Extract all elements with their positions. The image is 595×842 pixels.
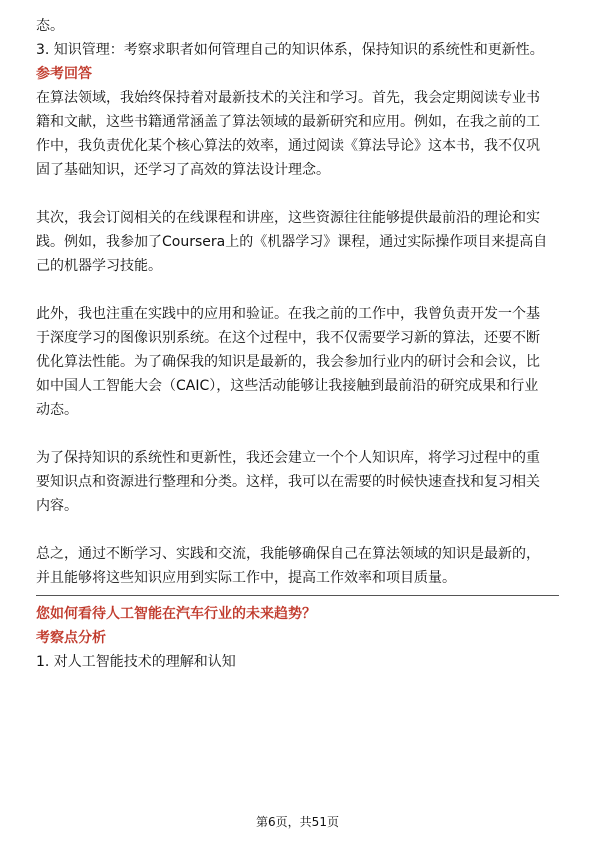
question-heading: 您如何看待人工智能在汽车行业的未来趋势？ [36, 606, 316, 622]
analysis-item-1: 1. 对人工智能技术的理解和认知 [36, 654, 236, 670]
page-number: 第6页，共51页 [256, 815, 339, 829]
criterion-item-3: 3. 知识管理：考察求职者如何管理自己的知识体系，保持知识的系统性和更新性。 [36, 42, 544, 58]
paragraph-gap [36, 182, 559, 206]
paragraph-line: 作中，我负责优化某个核心算法的效率，通过阅读《算法导论》这本书，我不仅巩 [36, 138, 540, 154]
paragraph-line: 为了保持知识的系统性和更新性，我还会建立一个个人知识库，将学习过程中的重 [36, 450, 540, 466]
answer-paragraph-2 [36, 206, 559, 278]
paragraph-line: 籍和文献，这些书籍通常涵盖了算法领域的最新研究和应用。例如，在我之前的工 [36, 114, 540, 130]
section-divider [36, 595, 559, 596]
paragraph-gap [36, 278, 559, 302]
paragraph-line: 此外，我也注重在实践中的应用和验证。在我之前的工作中，我曾负责开发一个基 [36, 306, 540, 322]
paragraph-gap [36, 422, 559, 446]
answer-paragraph-3 [36, 302, 559, 422]
paragraph-line: 己的机器学习技能。 [36, 258, 162, 274]
paragraph-line: 如中国人工智能大会（CAIC），这些活动能够让我接触到最前沿的研究成果和行业 [36, 378, 539, 394]
paragraph-line: 并且能够将这些知识应用到实际工作中，提高工作效率和项目质量。 [36, 570, 456, 586]
paragraph-line: 在算法领域，我始终保持着对最新技术的关注和学习。首先，我会定期阅读专业书 [36, 90, 540, 106]
paragraph-line: 动态。 [36, 402, 78, 418]
paragraph-line: 其次，我会订阅相关的在线课程和讲座，这些资源往往能够提供最前沿的理论和实 [36, 210, 540, 226]
reference-answer-heading: 参考回答 [36, 66, 92, 82]
paragraph-line: 践。例如，我参加了Coursera上的《机器学习》课程，通过实际操作项目来提高自 [36, 234, 548, 250]
answer-paragraph-5 [36, 542, 559, 590]
paragraph-line: 固了基础知识，还学习了高效的算法设计理念。 [36, 162, 330, 178]
paragraph-gap [36, 518, 559, 542]
answer-paragraph-4 [36, 446, 559, 518]
paragraph-line: 优化算法性能。为了确保我的知识是最新的，我会参加行业内的研讨会和会议，比 [36, 354, 540, 370]
page-content [36, 14, 559, 674]
paragraph-line: 总之，通过不断学习、实践和交流，我能够确保自己在算法领域的知识是最新的， [36, 546, 540, 562]
analysis-heading: 考察点分析 [36, 630, 106, 646]
paragraph-line: 要知识点和资源进行整理和分类。这样，我可以在需要的时候快速查找和复习相关 [36, 474, 540, 490]
continuation-text: 态。 [36, 18, 64, 34]
paragraph-line: 于深度学习的图像识别系统。在这个过程中，我不仅需要学习新的算法，还要不断 [36, 330, 540, 346]
paragraph-line: 内容。 [36, 498, 78, 514]
answer-paragraph-1 [36, 86, 559, 182]
